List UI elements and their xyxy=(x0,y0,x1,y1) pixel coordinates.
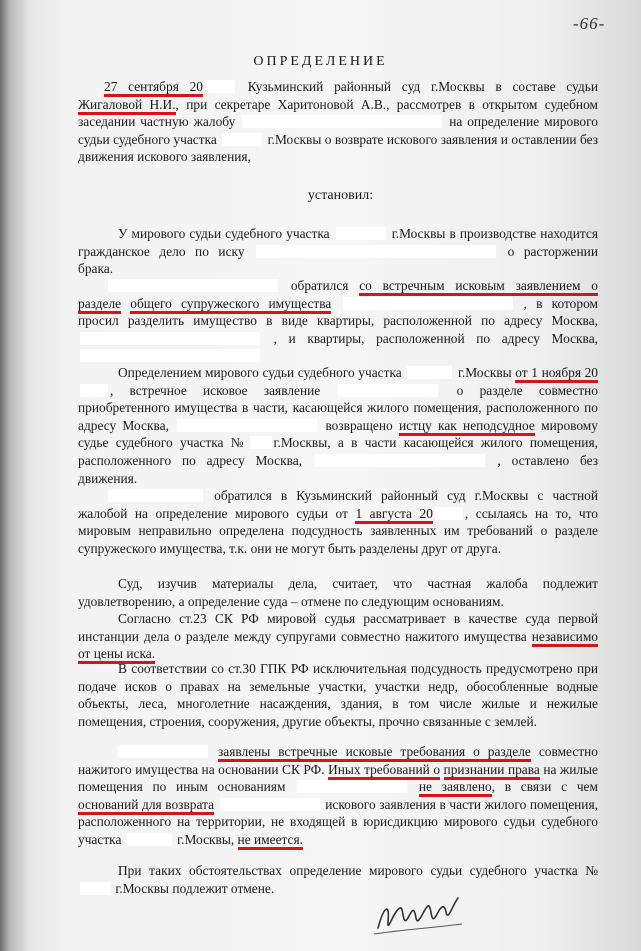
redaction xyxy=(108,279,278,292)
redaction xyxy=(222,133,262,146)
paragraph-ruling: Определением мирового судьи судебного участка г.Москвы от 1 ноября 20, встречное исковое заявление о разделе совместно приобретенного имущества в части, касающейся жилого помещения, расположенного по адресу Москва, возвращено истцу как неподсудное мировому судье судебного участка № г.Москвы, а в части касающейся жилого помещения, расположенного по адресу Москва, , оставлено без движения. xyxy=(78,365,599,486)
highlight-absent: не имеется. xyxy=(238,832,303,850)
ruling-heading: установил: xyxy=(307,188,374,203)
redaction xyxy=(250,436,272,449)
redaction xyxy=(338,384,438,397)
paragraph-article-30: В соответствии со ст.30 ГПК РФ исключительная подсудность предусмотрено при подаче исков о правах на земельные участки, участки недр, обособленные водные объекты, леса, многолетние насаждения, здания, в том числе жилые и нежилые помещения, строения, сооружения, другие объекты, прочно связанные с землей. xyxy=(78,661,598,729)
highlight-grounds: оснований для возврата xyxy=(78,797,214,815)
highlight-property: общего супружеского имущества xyxy=(130,296,331,314)
paragraph-article-23: Согласно ст.23 СК РФ мировой судья рассматривает в качестве суда первой инстанции дела о разделе между супругами совместно нажитого имущества независимо от цены иска. xyxy=(78,610,598,663)
highlight-recognition: признании права xyxy=(444,762,540,780)
paragraph-conclusion: заявлены встречные исковые требования о разделе совместно нажитого имущества на основании СК РФ. Иных требований о признании права на жилые помещения по иным основаниям не заявлено, в связи с чем оснований для возврата искового заявления в части жилого помещения, расположенного на территории, не входящей в юрисдикцию мирового судьи судебного участка г.Москвы, не имеется. xyxy=(78,743,598,849)
paragraph-case: У мирового судьи судебного участка г.Москвы в производстве находится гражданское дело по иску о расторжении брака. xyxy=(78,226,598,277)
highlight-date-aug: 1 августа 20 xyxy=(355,506,432,524)
paragraph-final: При таких обстоятельствах определение мирового судьи судебного участка № г.Москвы подлежит отмене. xyxy=(78,862,598,897)
highlight-not-declared: не заявлено xyxy=(419,779,492,797)
paragraph-appeal: обратился в Кузьминский районный суд г.Москвы с частной жалобой на определение мирового судьи от 1 августа 20 , ссылаясь на то, что мировым неправильно определена подсудность заявленных им требований о разделе супружеского имущества, т.к. они не могут быть разделены друг от друга. xyxy=(78,488,599,556)
highlight-non-jurisdictional: истцу как неподсудное xyxy=(399,418,535,436)
redaction xyxy=(407,366,452,379)
redaction xyxy=(256,245,496,258)
redaction xyxy=(220,798,320,811)
highlight-counterclaim: со встречным исковым заявлением о разделе xyxy=(78,278,598,314)
highlight-other-claims: Иных требований о xyxy=(328,762,440,780)
redaction xyxy=(242,115,442,128)
redaction xyxy=(297,780,407,793)
paragraph-counterclaim: обратился со встречным исковым заявлением о разделе общего супружеского имущества , в котором просил разделить имущество в виде квартиры, расположенной по адресу Москва, , и квартиры, расположенной по адресу Москва, xyxy=(78,277,598,365)
redaction xyxy=(80,384,108,397)
redaction xyxy=(118,745,208,758)
page-number: -66- xyxy=(573,14,606,33)
paragraph-court-findings: Суд, изучив материалы дела, считает, что частная жалоба подлежит удовлетворению, а определение суда – отмене по следующим основаниям. xyxy=(78,576,598,609)
redaction xyxy=(336,227,386,240)
highlight-date-nov: от 1 ноября 20 xyxy=(515,365,598,383)
document-title: ОПРЕДЕЛЕНИЕ xyxy=(253,54,388,69)
intro-paragraph: 27 сентября 20 Кузьминский районный суд г.Москвы в составе судьи Жигаловой Н.И., при секретаре Харитоновой А.В., рассмотрев в открытом судебном заседании частную жалобу на определение мирового судьи судебного участка г.Москвы о возврате искового заявления и оставлении без движения искового заявления, xyxy=(78,79,598,165)
judge-name: Жигаловой Н.И. xyxy=(78,97,176,115)
redaction xyxy=(205,80,235,93)
redaction xyxy=(80,332,260,345)
redaction xyxy=(108,489,203,502)
redaction xyxy=(435,507,463,520)
redaction xyxy=(80,882,110,895)
handwritten-signature xyxy=(370,888,470,943)
redaction xyxy=(343,297,513,310)
hearing-date: 27 сентября 20 xyxy=(104,79,203,97)
highlight-regardless-of-price: независимо от цены иска. xyxy=(78,629,598,665)
redaction xyxy=(177,419,317,432)
redaction xyxy=(315,454,485,467)
redaction xyxy=(80,349,260,362)
highlight-counterclaims: заявлены встречные исковые требования о разделе xyxy=(218,744,531,762)
redaction xyxy=(127,833,172,846)
